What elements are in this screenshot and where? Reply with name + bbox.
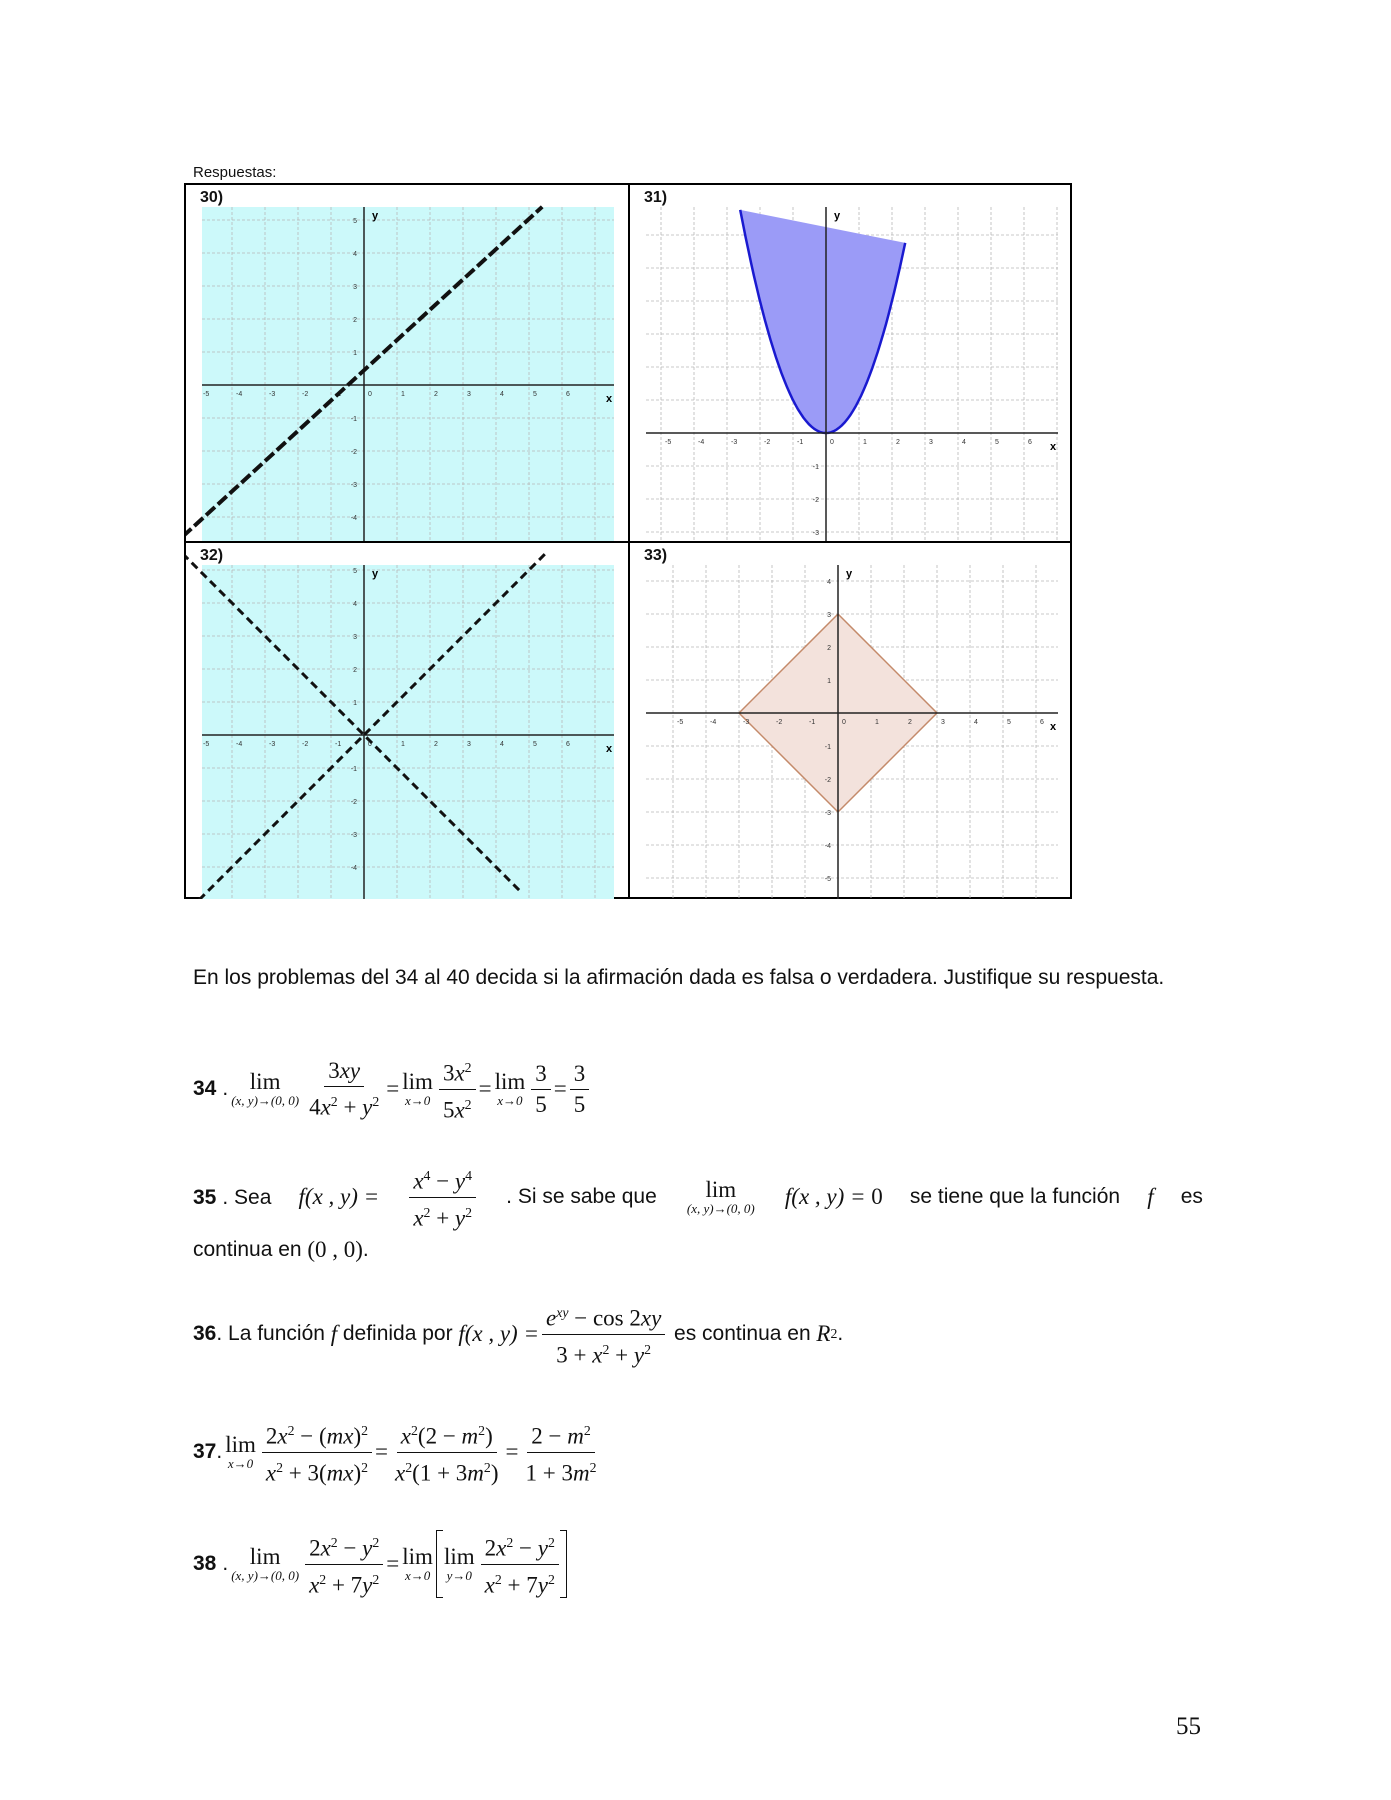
panel-label: 33)	[644, 547, 668, 564]
graph-32	[186, 543, 628, 899]
tick-label: 3	[467, 391, 471, 398]
tick-label: -2	[350, 449, 357, 456]
tick-label: -2	[824, 777, 831, 784]
tick-label: 5	[533, 391, 537, 398]
tick-label: -5	[203, 391, 210, 398]
tick-label: -4	[824, 843, 831, 850]
problem-35: 35 . Sea f(x , y) = $\frac{x^4 - y^4}{x^2 + y^2}$ . Si se sabe que lim (x, y)→(0, 0) f(x , y) = 0 se tiene que la función f es	[193, 1163, 1203, 1231]
tick-label: 1	[401, 391, 405, 398]
y-axis-label: y	[372, 210, 379, 222]
tick-label: 5	[1007, 719, 1011, 726]
y-axis-label: y	[846, 568, 853, 580]
x-axis-label: x	[1050, 441, 1057, 453]
tick-label: 3	[929, 439, 933, 446]
tick-label: -1	[350, 416, 357, 423]
tick-label: -1	[350, 766, 357, 773]
problem-35-cont: continua en (0 , 0) .	[193, 1237, 369, 1262]
tick-label: 0	[368, 741, 372, 748]
respuestas-label: Respuestas:	[193, 164, 277, 181]
tick-label: -3	[269, 391, 276, 398]
grid-divider	[186, 541, 1070, 543]
y-axis-label: y	[372, 568, 379, 580]
tick-label: 3	[827, 612, 831, 619]
tick-label: 4	[353, 251, 357, 258]
tick-label: -3	[269, 741, 276, 748]
tick-label: 1	[401, 741, 405, 748]
problem-37: 37 . lim x→0 $\frac{2x^2 - (mx)^2}{x^2 + 3(mx)^2}$ = $\frac{x^2(2 - m^2)}{x^2(1 + 3m^2)}$ = $\frac{2 - m^2}{1 + 3m^2}$	[193, 1418, 604, 1486]
tick-label: 5	[995, 439, 999, 446]
tick-label: 2	[908, 719, 912, 726]
tick-label: 2	[827, 645, 831, 652]
panel-label: 31)	[644, 189, 668, 206]
tick-label: -5	[665, 439, 672, 446]
panel-label: 32)	[200, 547, 224, 564]
tick-label: 2	[434, 391, 438, 398]
tick-label: 6	[1040, 719, 1044, 726]
tick-label: -1	[809, 719, 816, 726]
tick-label: -3	[743, 719, 750, 726]
tick-label: -5	[677, 719, 684, 726]
tick-label: -3	[350, 482, 357, 489]
tick-label: 2	[434, 741, 438, 748]
page-number: 55	[1176, 1713, 1201, 1740]
y-axis-label: y	[834, 210, 841, 222]
tick-label: -2	[350, 799, 357, 806]
tick-label: 6	[566, 391, 570, 398]
panel-31	[630, 185, 1072, 541]
tick-label: 4	[353, 601, 357, 608]
tick-label: 1	[875, 719, 879, 726]
tick-label: -2	[776, 719, 783, 726]
tick-label: 2	[353, 667, 357, 674]
shaded-region	[202, 565, 614, 899]
tick-label: -1	[335, 741, 342, 748]
problem-number: 38	[193, 1552, 217, 1576]
tick-label: -5	[203, 741, 210, 748]
tick-label: 6	[1028, 439, 1032, 446]
tick-label: -1	[824, 744, 831, 751]
tick-label: 3	[941, 719, 945, 726]
x-axis-label: x	[606, 743, 613, 755]
tick-label: -3	[350, 832, 357, 839]
tick-label: -2	[302, 741, 309, 748]
graph-33	[630, 543, 1072, 899]
tick-label: 5	[353, 568, 357, 575]
answers-grid	[184, 183, 1072, 899]
tick-label: 6	[566, 741, 570, 748]
tick-label: -1	[812, 464, 819, 471]
problem-number: 35	[193, 1186, 217, 1210]
tick-label: 0	[830, 439, 834, 446]
tick-label: 2	[896, 439, 900, 446]
tick-label: 5	[353, 218, 357, 225]
tick-label: -3	[731, 439, 738, 446]
problem-38: 38 . lim (x, y)→(0, 0) $\frac{2x^2 - y^2}{x^2 + 7y^2}$ = lim x→0 lim y→0 $\frac{2x^2 - y^2}{x^2 + 7y^2}$	[193, 1530, 567, 1598]
tick-label: -3	[824, 810, 831, 817]
tick-label: -4	[350, 515, 357, 522]
problem-36: 36 . La función f definida por f(x , y) = $\frac{e^{xy} - \cos 2xy}{3 + x^2 + y^2}$ es continua en R 2 .	[193, 1300, 843, 1368]
shaded-region	[202, 207, 614, 541]
tick-label: -1	[797, 439, 804, 446]
tick-label: 4	[500, 391, 504, 398]
tick-label: 4	[974, 719, 978, 726]
tick-label: 3	[353, 634, 357, 641]
tick-label: 1	[863, 439, 867, 446]
panel-32	[186, 543, 628, 899]
x-axis-label: x	[1050, 721, 1057, 733]
graph-30	[186, 185, 628, 541]
tick-label: -3	[812, 530, 819, 537]
tick-label: -2	[812, 497, 819, 504]
tick-label: 3	[467, 741, 471, 748]
tick-label: 1	[353, 350, 357, 357]
tick-label: 5	[533, 741, 537, 748]
panel-33	[630, 543, 1072, 899]
panel-30	[186, 185, 628, 541]
instructions: En los problemas del 34 al 40 decida si la afirmación dada es falsa o verdadera. Justifique su respuesta.	[193, 966, 1165, 989]
tick-label: -4	[236, 741, 243, 748]
x-axis-label: x	[606, 393, 613, 405]
tick-label: -2	[302, 391, 309, 398]
problem-number: 37	[193, 1440, 217, 1464]
tick-label: -5	[824, 876, 831, 883]
graph-31	[630, 185, 1072, 541]
problem-number: 34	[193, 1077, 217, 1101]
tick-label: 4	[827, 579, 831, 586]
tick-label: 2	[353, 317, 357, 324]
tick-label: 3	[353, 284, 357, 291]
panel-label: 30)	[200, 189, 224, 206]
tick-label: -4	[236, 391, 243, 398]
tick-label: 0	[842, 719, 846, 726]
tick-label: -4	[710, 719, 717, 726]
tick-label: 4	[962, 439, 966, 446]
tick-label: -4	[698, 439, 705, 446]
tick-label: -2	[764, 439, 771, 446]
tick-label: 1	[827, 678, 831, 685]
problem-number: 36	[193, 1322, 217, 1346]
tick-label: -4	[350, 865, 357, 872]
tick-label: 1	[353, 700, 357, 707]
tick-label: 4	[500, 741, 504, 748]
problem-34: 34 . lim (x, y)→(0, 0) $\frac{3xy}{4x^2 + y^2}$ = lim x→0 $\frac{3x^2}{5x^2}$ = lim x→0 $\frac{3}{5}$ = $\frac{3}{5}$	[193, 1055, 592, 1123]
tick-label: 0	[368, 391, 372, 398]
